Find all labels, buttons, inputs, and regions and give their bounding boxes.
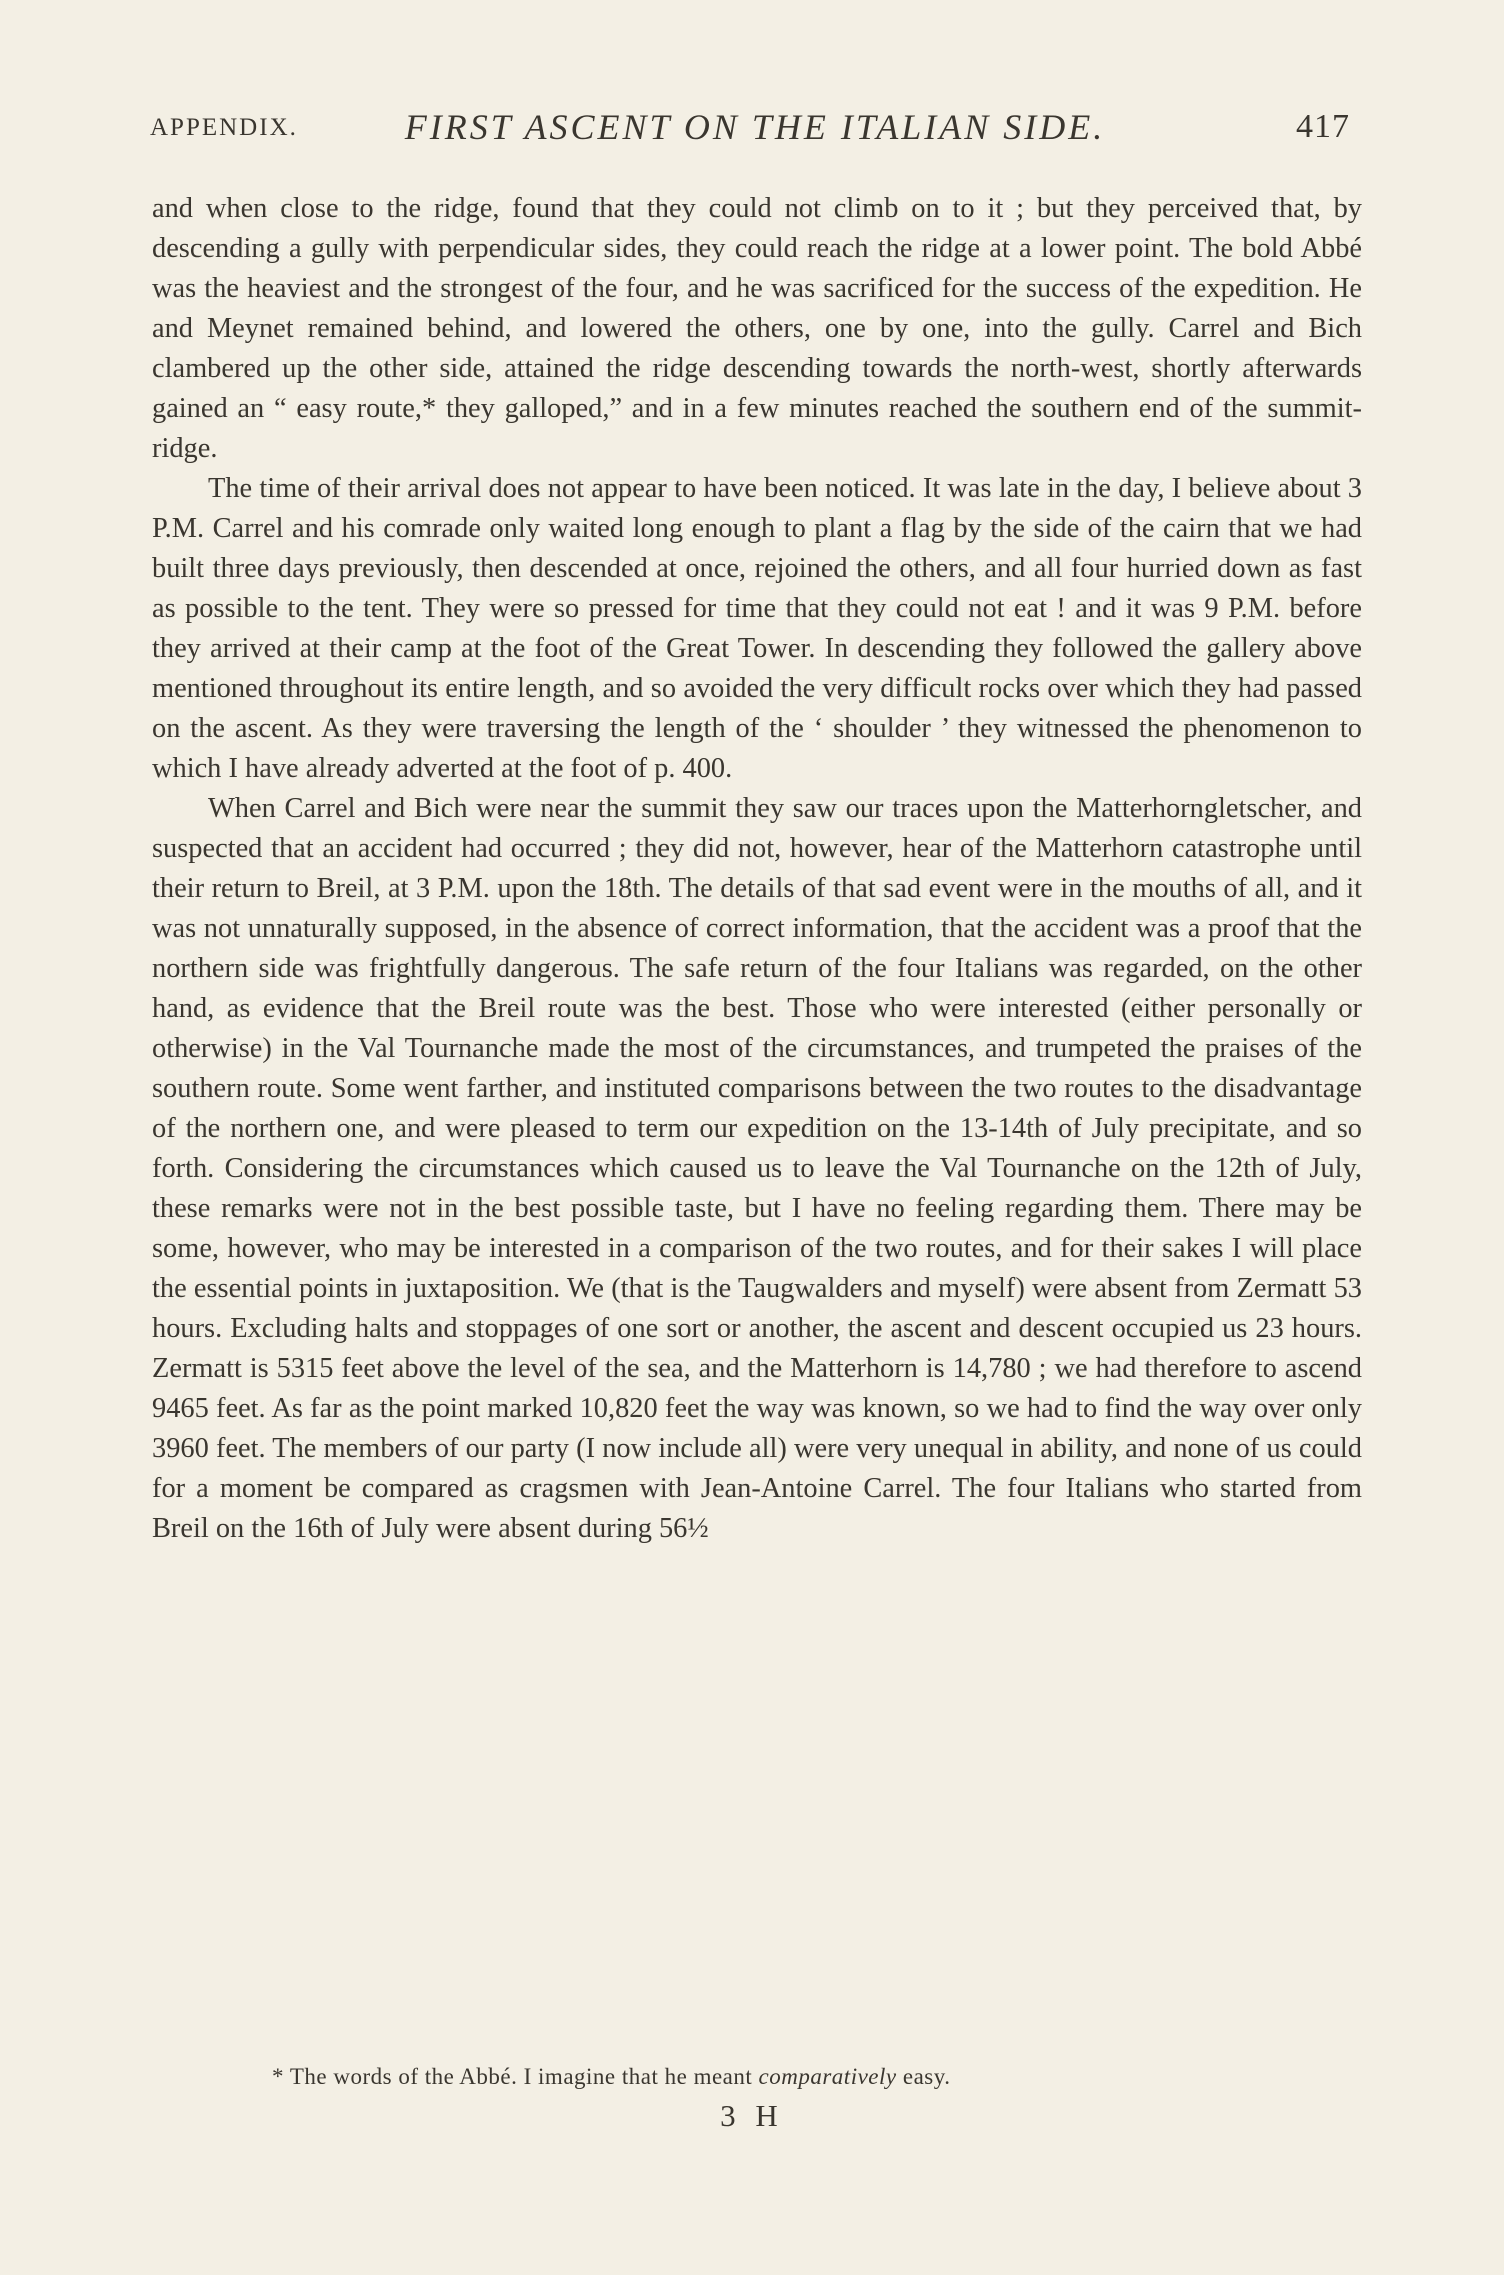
running-head-title: FIRST ASCENT ON THE ITALIAN SIDE.	[404, 107, 1106, 147]
running-head	[150, 104, 1360, 154]
running-head-section: APPENDIX.	[150, 114, 298, 141]
page-number: 417	[1296, 108, 1350, 145]
footnote-text-before: The words of the Abbé. I imagine that he meant	[289, 2064, 753, 2089]
body-text	[152, 189, 1362, 1549]
signature-mark: 3 H	[720, 2098, 784, 2133]
paragraph-3: When Carrel and Bich were near the summit they saw our traces upon the Matterhorngletscher, and suspected that an accident had occurred ; they did not, however, hear of the Matterhorn catastrophe until their return to Breil, at 3 P.M. upon the 18th. The details of that sad event were in the mouths of all, and it was not unnaturally supposed, in the absence of correct information, that the accident was a proof that the northern side was frightfully dangerous. The safe return of the four Italians was regarded, on the other hand, as evidence that the Breil route was the best. Those who were interested (either personally or otherwise) in the Val Tournanche made the most of the circumstances, and trumpeted the praises of the southern route. Some went farther, and instituted comparisons between the two routes to the disadvantage of the northern one, and were pleased to term our expedition on the 13-14th of July precipitate, and so forth. Considering the circumstances which caused us to leave the Val Tournanche on the 12th of July, these remarks were not in the best possible taste, but I have no feeling regarding them. There may be some, however, who may be interested in a comparison of the two routes, and for their sakes I will place the essential points in juxtaposition. We (that is the Taugwalders and myself) were absent from Zermatt 53 hours. Excluding halts and stoppages of one sort or another, the ascent and descent occupied us 23 hours. Zermatt is 5315 feet above the level of the sea, and the Matterhorn is 14,780 ; we had therefore to ascend 9465 feet. As far as the point marked 10,820 feet the way was known, so we had to find the way over only 3960 feet. The members of our party (I now include all) were very unequal in ability, and none of us could for a moment be compared as cragsmen with Jean-Antoine Carrel. The four Italians who started from Breil on the 16th of July were absent during 56½	[152, 793, 1362, 1544]
paragraph-1: and when close to the ridge, found that they could not climb on to it ; but they perceived that, by descending a gully with perpendicular sides, they could reach the ridge at a lower point. The bold Abbé was the heaviest and the strongest of the four, and he was sacrificed for the success of the expedition. He and Meynet remained behind, and lowered the others, one by one, into the gully. Carrel and Bich clambered up the other side, attained the ridge descending towards the north-west, shortly afterwards gained an “ easy route,* they galloped,” and in a few minutes reached the southern end of the summit-ridge.	[152, 193, 1362, 464]
footnote-emphasis: comparatively	[758, 2064, 897, 2089]
footnote-text-after: easy.	[902, 2064, 951, 2089]
footnote	[272, 2064, 950, 2090]
paragraph-2: The time of their arrival does not appear to have been noticed. It was late in the day, I believe about 3 P.M. Carrel and his comrade only waited long enough to plant a flag by the side of the cairn that we had built three days previously, then descended at once, rejoined the others, and all four hurried down as fast as possible to the tent. They were so pressed for time that they could not eat ! and it was 9 P.M. before they arrived at their camp at the foot of the Great Tower. In descending they followed the gallery above mentioned throughout its entire length, and so avoided the very difficult rocks over which they had passed on the ascent. As they were traversing the length of the ‘ shoulder ’ they witnessed the phenomenon to which I have already adverted at the foot of p. 400.	[152, 473, 1362, 784]
footnote-marker: *	[272, 2064, 284, 2089]
